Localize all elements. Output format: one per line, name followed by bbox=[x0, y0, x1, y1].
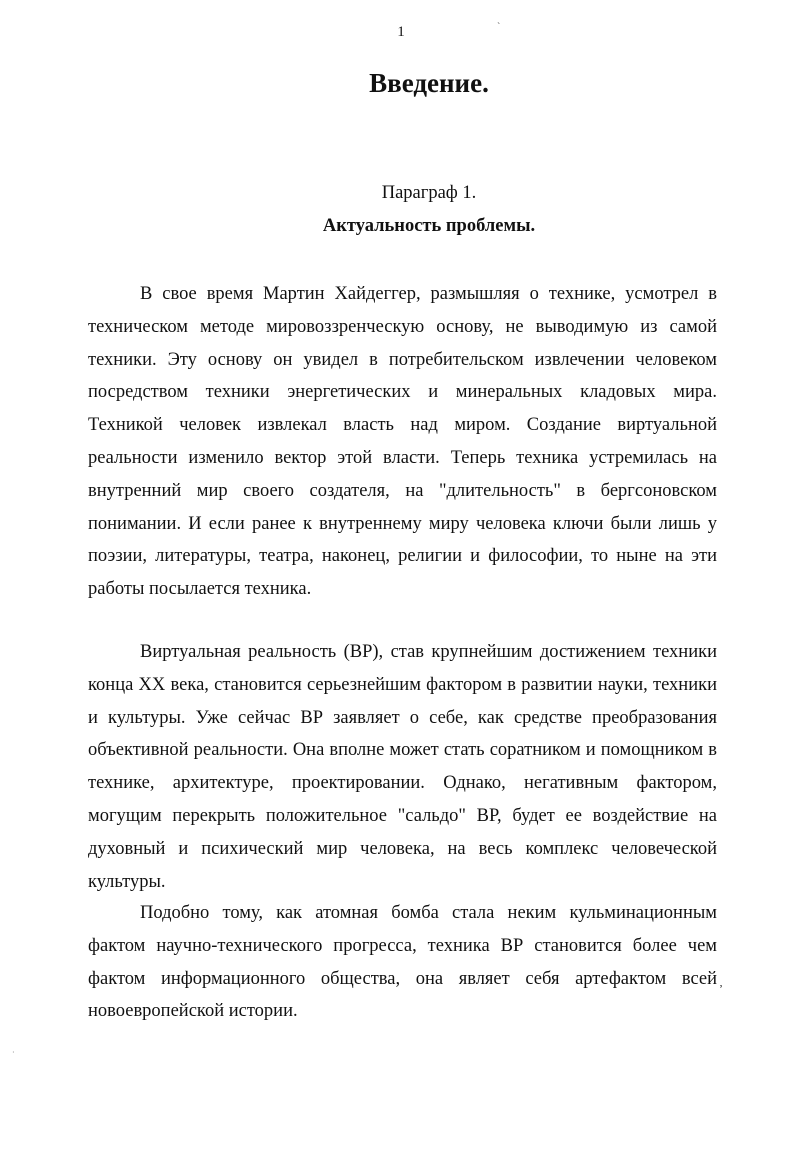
scan-mark: ` bbox=[497, 22, 501, 33]
section-title: Актуальность проблемы. bbox=[322, 216, 536, 236]
body-paragraph: В свое время Мартин Хайдеггер, размышляя о технике, усмотрел в техническом методе мировоззренческую основу, не выводимую из самой техники. Эту основу он увидел в потребительском извлечении человеком посредством техники энергетических и минеральных кладовых мира. Техникой человек извлекал власть над миром. Создание виртуальной реальности изменило вектор этой власти. Теперь техника устремилась на внутренний мир своего создателя, на "длительность" в бергсоновском понимании. И если ранее к внутреннему миру человека ключи были лишь у поэзии, литературы, театра, наконец, религии и философии, то ныне на эти работы посылается техника. bbox=[88, 284, 717, 600]
page-number: 1 bbox=[397, 24, 405, 40]
scan-mark: ‚ bbox=[719, 975, 723, 989]
page-title: Введение. bbox=[369, 68, 489, 98]
scan-mark: · bbox=[12, 1048, 15, 1057]
body-paragraph: Подобно тому, как атомная бомба стала неким кульминационным фактом научно-технического прогресса, техника ВР становится более чем фактом информационного общества, она являет себя артефактом всей новоевропейской истории. bbox=[88, 903, 717, 1022]
paragraph-label: Параграф 1. bbox=[381, 183, 477, 203]
body-paragraph: Виртуальная реальность (ВР), став крупнейшим достижением техники конца XX века, становится серьезнейшим фактором в развитии науки, техники и культуры. Уже сейчас ВР заявляет о себе, как средстве преобразования объективной реальности. Она вполне может стать соратником и помощником в технике, архитектуре, проектировании. Однако, негативным фактором, могущим перекрыть положительное "сальдо" ВР, будет ее воздействие на духовный и психический мир человека, на весь комплекс человеческой культуры. bbox=[88, 642, 717, 892]
